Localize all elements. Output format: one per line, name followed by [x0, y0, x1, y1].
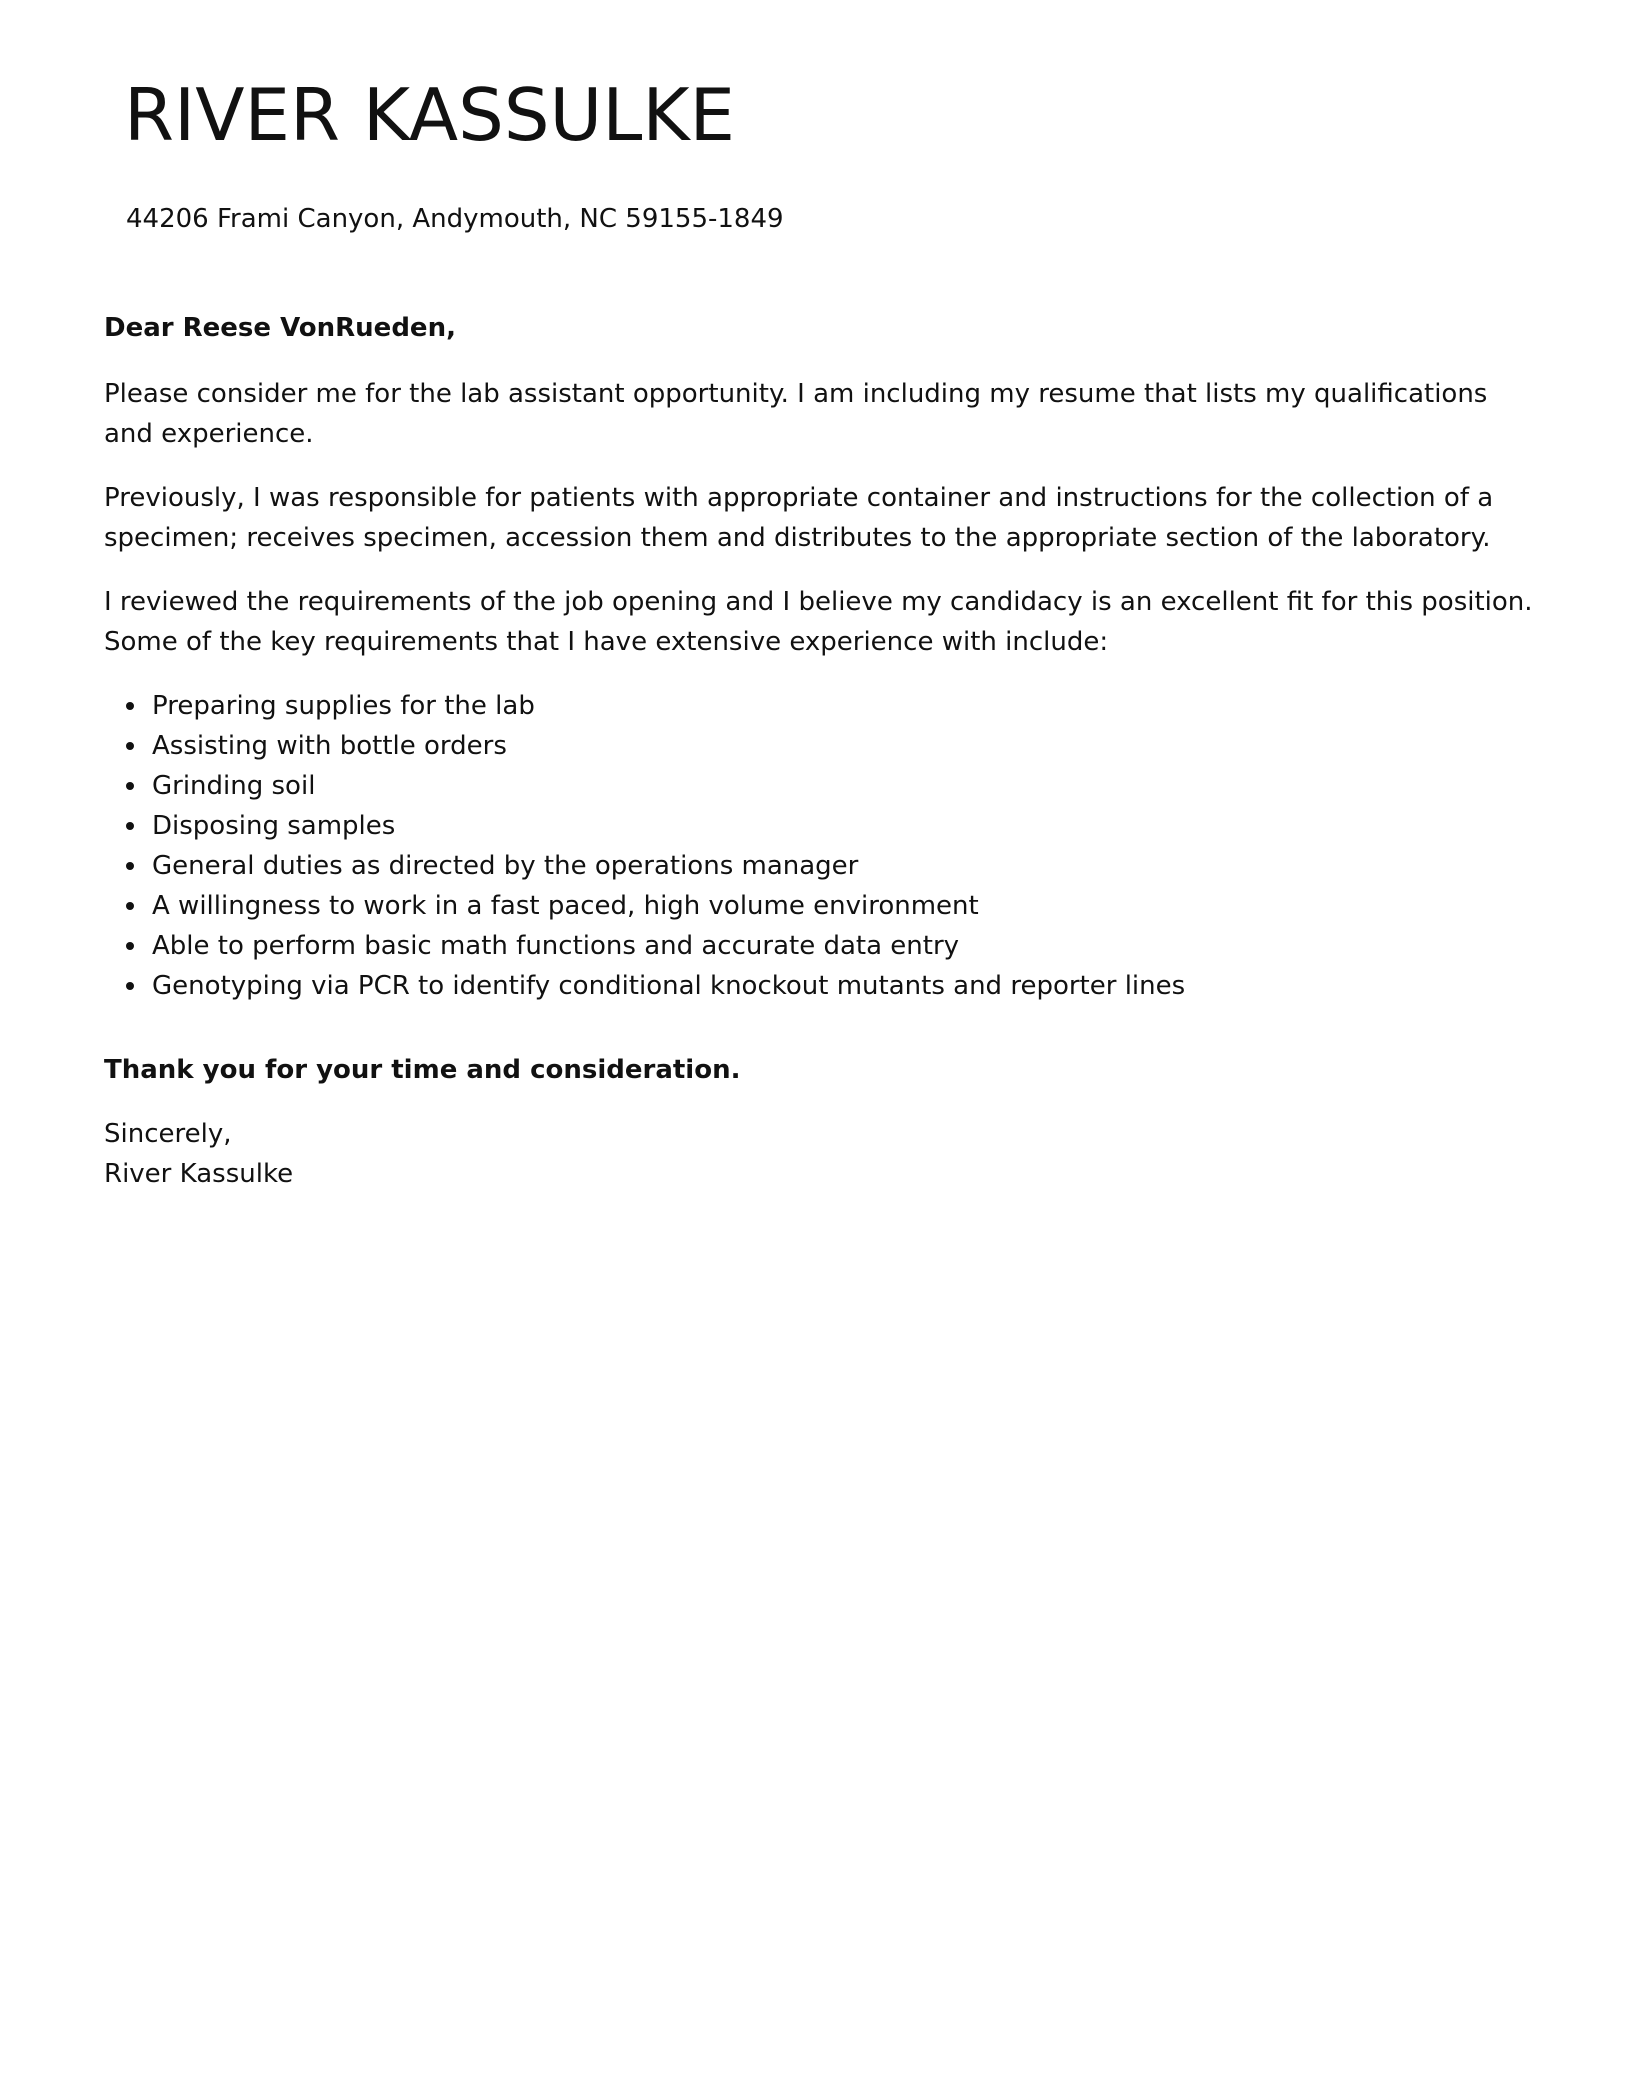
bullet-icon: [126, 862, 134, 870]
letter-body: [104, 308, 1544, 1194]
bullet-icon: [126, 782, 134, 790]
applicant-address: 44206 Frami Canyon, Andymouth, NC 59155-1849: [126, 204, 784, 234]
closing-line: Thank you for your time and consideration.: [104, 1055, 741, 1085]
list-item: [152, 686, 1544, 726]
list-item-text: Preparing supplies for the lab: [152, 691, 535, 721]
list-item: [152, 806, 1544, 846]
list-item-text: Genotyping via PCR to identify conditional knockout mutants and reporter lines: [152, 971, 1186, 1001]
list-item: [152, 766, 1544, 806]
list-item: [152, 886, 1544, 926]
requirements-paragraph: I reviewed the requirements of the job opening and I believe my candidacy is an excellent fit for this position. Some of the key requirements that I have extensive experience with include:: [104, 587, 1533, 657]
bullet-icon: [126, 822, 134, 830]
salutation: Dear Reese VonRueden,: [104, 313, 456, 343]
signature-name: River Kassulke: [104, 1159, 294, 1189]
letter-header: [124, 72, 1424, 236]
list-item: [152, 726, 1544, 766]
bullet-icon: [126, 702, 134, 710]
bullet-icon: [126, 902, 134, 910]
list-item: [152, 966, 1544, 1006]
list-item-text: Able to perform basic math functions and accurate data entry: [152, 931, 960, 961]
experience-paragraph: Previously, I was responsible for patients with appropriate container and instructions for the collection of a specimen; receives specimen, accession them and distributes to the appropriate section of the laboratory.: [104, 483, 1494, 553]
list-item: [152, 846, 1544, 886]
list-item: [152, 926, 1544, 966]
list-item-text: Grinding soil: [152, 771, 316, 801]
bullet-icon: [126, 982, 134, 990]
intro-paragraph: Please consider me for the lab assistant opportunity. I am including my resume that lists my qualifications and experience.: [104, 379, 1488, 449]
bullet-icon: [126, 742, 134, 750]
bullet-icon: [126, 942, 134, 950]
list-item-text: A willingness to work in a fast paced, high volume environment: [152, 891, 979, 921]
requirements-list: [104, 686, 1544, 1006]
list-item-text: Disposing samples: [152, 811, 396, 841]
list-item-text: Assisting with bottle orders: [152, 731, 507, 761]
signoff: Sincerely,: [104, 1119, 232, 1149]
list-item-text: General duties as directed by the operations manager: [152, 851, 859, 881]
applicant-name: RIVER KASSULKE: [124, 73, 736, 157]
